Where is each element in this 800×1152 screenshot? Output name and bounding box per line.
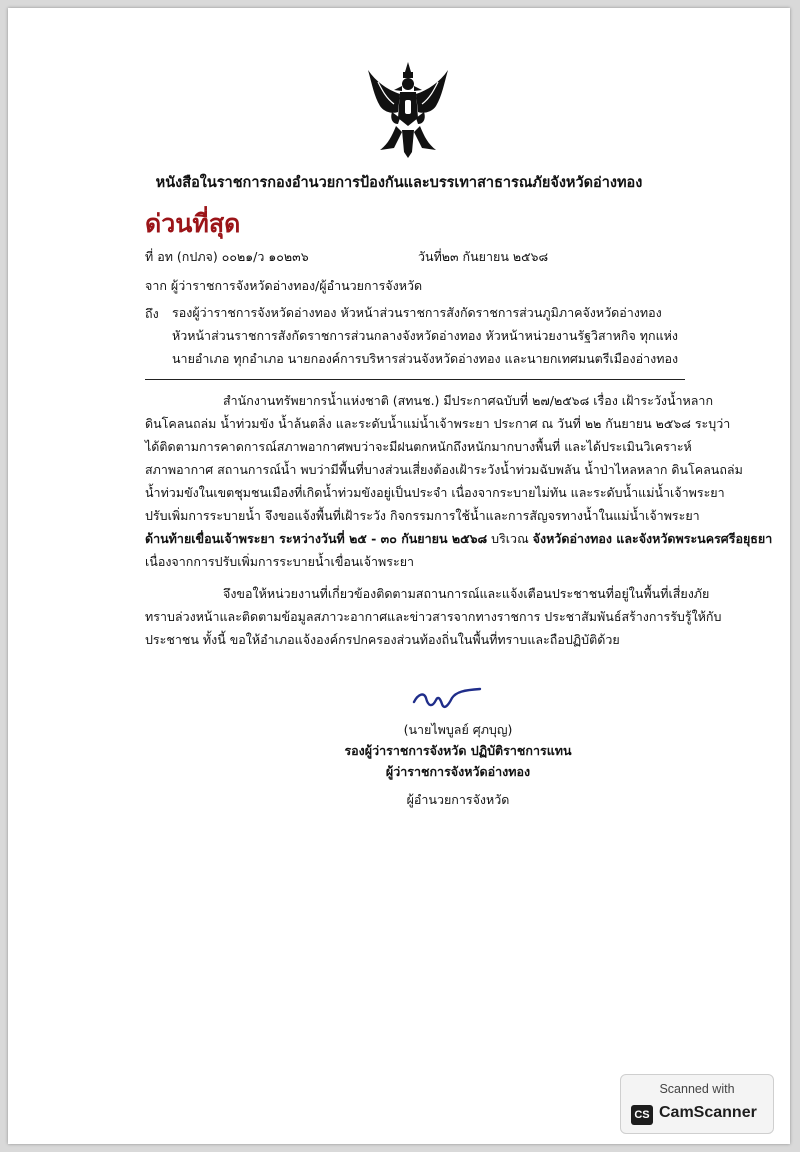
recipient-line: หัวหน้าส่วนราชการสังกัดราชการส่วนกลางจังหวัดอ่างทอง หัวหน้าหน่วยงานรัฐวิสาหกิจ ทุกแห่ง <box>172 328 678 343</box>
text-line: ดินโคลนถล่ม น้ำท่วมขัง น้ำล้นตลิ่ง และระดับน้ำแม่น้ำเจ้าพระยา ประกาศ ณ วันที่ ๒๒ กันยายน ๒๕๖๘ ระบุว่า <box>145 416 731 431</box>
signer-name: (นายไพบูลย์ ศุภบุญ) <box>403 722 513 737</box>
text-line: ได้ติดตามการคาดการณ์สภาพอากาศพบว่าจะมีฝนตกหนักถึงหนักมากบางพื้นที่ และได้ประเมินวิเคราะห์ <box>145 439 692 454</box>
signer-position: ผู้ว่าราชการจังหวัดอ่างทอง <box>385 764 531 779</box>
text-line: น้ำท่วมขังในเขตชุมชนเมืองที่เกิดน้ำท่วมขังอยู่เป็นประจำ เนื่องจากระบายไม่ทัน และระดับน้ำแม่น้ำเจ้าพระยา <box>145 485 725 500</box>
bold-text: จังหวัดอ่างทอง และจังหวัดพระนครศรีอยุธยา <box>532 531 773 546</box>
watermark-caption: Scanned with <box>659 1082 735 1096</box>
text-line: สภาพอากาศ สถานการณ์น้ำ พบว่ามีพื้นที่บางส่วนเสี่ยงต้องเฝ้าระวังน้ำท่วมฉับพลัน น้ำป่าไหลหลาก ดินโคลนถล่ม <box>145 462 743 477</box>
text-span: บริเวณ <box>487 531 533 546</box>
recipient-line: นายอำเภอ ทุกอำเภอ นายกองค์การบริหารส่วนจังหวัดอ่างทอง และนายกเทศมนตรีเมืองอ่างทอง <box>172 351 679 366</box>
document-date: วันที่๒๓ กันยายน ๒๕๖๘ <box>418 249 549 264</box>
header-divider <box>145 379 685 380</box>
document-page <box>8 8 790 1144</box>
bold-text: ด้านท้ายเขื่อนเจ้าพระยา ระหว่างวันที่ ๒๕ - ๓๐ กันยายน ๒๕๖๘ <box>145 531 488 546</box>
text-line: ประชาชน ทั้งนี้ ขอให้อำเภอแจ้งองค์กรปกครองส่วนท้องถิ่นในพื้นที่ทราบและถือปฏิบัติด้วย <box>145 632 620 647</box>
text-line: เนื่องจากการปรับเพิ่มการระบายน้ำเขื่อนเจ้าพระยา <box>145 554 415 569</box>
garuda-emblem-icon <box>366 60 450 160</box>
recipients <box>172 304 692 373</box>
camscanner-watermark <box>620 1074 774 1134</box>
signer-position: รองผู้ว่าราชการจังหวัด ปฏิบัติราชการแทน <box>344 743 572 758</box>
text-line: ทราบล่วงหน้าและติดตามข้อมูลสภาวะอากาศและข่าวสารจากทางราชการ ประชาสัมพันธ์สร้างการรับรู้ให้กับ <box>145 609 722 624</box>
reference-number: ที่ อท (กปภจ) ๐๐๒๑/ว ๑๐๒๓๖ <box>145 249 309 264</box>
urgency-label: ด่วนที่สุด <box>145 209 241 238</box>
text-line: ปรับเพิ่มการระบายน้ำ จึงขอแจ้งพื้นที่เฝ้าระวัง กิจกรรมการใช้น้ำและการสัญจรทางน้ำในแม่น้ำเจ้าพระยา <box>145 508 700 523</box>
recipient-label: ถึง <box>145 306 159 321</box>
paragraph-announcement <box>145 392 773 576</box>
watermark-brand: CamScanner <box>659 1104 757 1121</box>
sender: จาก ผู้ว่าราชการจังหวัดอ่างทอง/ผู้อำนวยการจังหวัด <box>145 278 423 293</box>
camscanner-logo-icon: CS <box>631 1105 653 1125</box>
signer-office: ผู้อำนวยการจังหวัด <box>406 792 510 807</box>
paragraph-request <box>145 585 722 654</box>
recipient-line: รองผู้ว่าราชการจังหวัดอ่างทอง หัวหน้าส่วนราชการสังกัดราชการส่วนภูมิภาคจังหวัดอ่างทอง <box>172 305 662 320</box>
document-title: หนังสือในราชการกองอำนวยการป้องกันและบรรเทาสาธารณภัยจังหวัดอ่างทอง <box>155 175 643 191</box>
text-line: จึงขอให้หน่วยงานที่เกี่ยวข้องติดตามสถานการณ์และแจ้งเตือนประชาชนที่อยู่ในพื้นที่เสี่ยงภัย <box>223 586 710 601</box>
text-line: สำนักงานทรัพยากรน้ำแห่งชาติ (สทนช.) มีประกาศฉบับที่ ๒๗/๒๕๖๘ เรื่อง เฝ้าระวังน้ำหลาก <box>223 393 714 408</box>
text-line <box>145 530 773 553</box>
handwritten-signature <box>412 686 482 716</box>
